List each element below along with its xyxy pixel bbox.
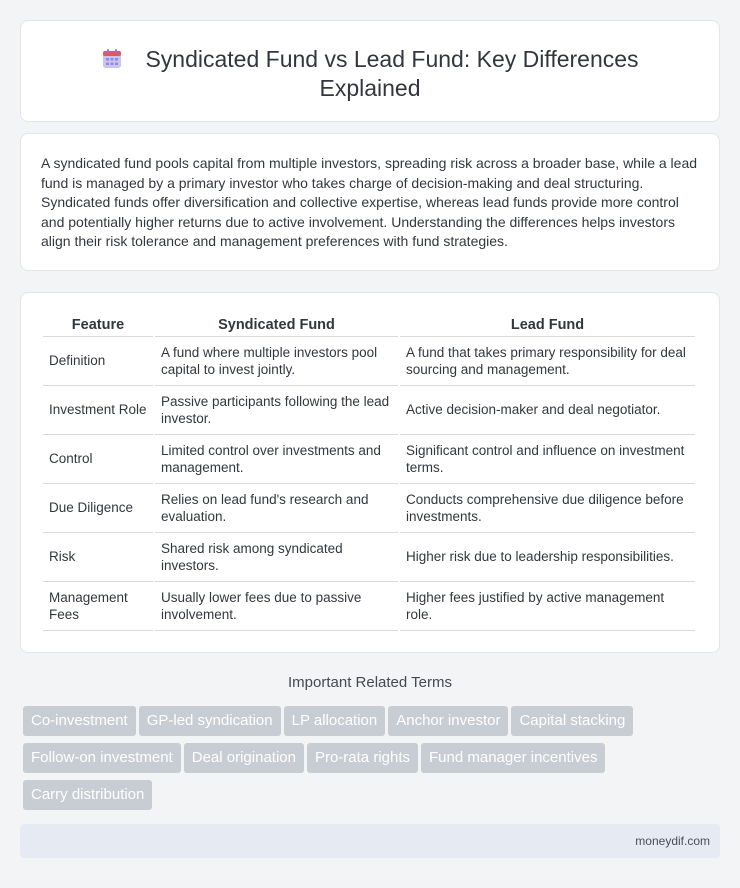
footer-site-link[interactable]: moneydif.com [635,834,710,848]
title-card [20,20,720,122]
table-row [43,484,695,533]
lead-cell: Conducts comprehensive due diligence before investments. [400,484,695,533]
table-row [43,435,695,484]
lead-cell: Significant control and influence on investment terms. [400,435,695,484]
table-row [43,386,695,435]
footer [20,824,720,858]
tag-lp-allocation[interactable]: LP allocation [284,706,386,736]
tag-co-investment[interactable]: Co-investment [23,706,136,736]
related-terms-list [23,706,723,817]
syndicated-cell: A fund where multiple investors pool capital to invest jointly. [155,337,398,386]
table-header-row [43,315,695,337]
tag-gp-led-syndication[interactable]: GP-led syndication [139,706,281,736]
syndicated-cell: Limited control over investments and management. [155,435,398,484]
tag-carry-distribution[interactable]: Carry distribution [23,780,152,810]
tag-deal-origination[interactable]: Deal origination [184,743,304,773]
comparison-card [20,292,720,653]
tag-capital-stacking[interactable]: Capital stacking [511,706,633,736]
table-row [43,337,695,386]
feature-cell: Investment Role [43,386,153,435]
tag-follow-on-investment[interactable]: Follow-on investment [23,743,181,773]
header-syndicated-fund: Syndicated Fund [155,315,398,337]
calendar-icon [101,48,123,70]
feature-cell: Due Diligence [43,484,153,533]
lead-cell: A fund that takes primary responsibility for deal sourcing and management. [400,337,695,386]
page-title [21,45,719,103]
intro-paragraph: A syndicated fund pools capital from multiple investors, spreading risk across a broader base, while a lead fund is managed by a primary investor who takes charge of decision-making and deal structuring. Syndicated funds offer diversification and collective expertise, whereas lead funds provide more control and potentially higher returns due to active involvement. Understanding the differences helps investors align their risk tolerance and management preferences with fund strategies. [41,155,698,249]
comparison-table [41,315,697,631]
feature-cell: Management Fees [43,582,153,631]
intro-card [20,133,720,271]
table-row [43,582,695,631]
syndicated-cell: Passive participants following the lead investor. [155,386,398,435]
feature-cell: Definition [43,337,153,386]
header-lead-fund: Lead Fund [400,315,695,337]
table-row [43,533,695,582]
feature-cell: Control [43,435,153,484]
header-feature: Feature [43,315,153,337]
tag-pro-rata-rights[interactable]: Pro-rata rights [307,743,418,773]
title-line-2: Explained [319,75,421,101]
related-terms-title: Important Related Terms [288,674,452,691]
syndicated-cell: Relies on lead fund's research and evaluation. [155,484,398,533]
lead-cell: Higher fees justified by active management role. [400,582,695,631]
tag-fund-manager-incentives[interactable]: Fund manager incentives [421,743,605,773]
title-line-1: Syndicated Fund vs Lead Fund: Key Differences [145,46,639,72]
lead-cell: Active decision-maker and deal negotiator. [400,386,695,435]
syndicated-cell: Shared risk among syndicated investors. [155,533,398,582]
syndicated-cell: Usually lower fees due to passive involvement. [155,582,398,631]
feature-cell: Risk [43,533,153,582]
lead-cell: Higher risk due to leadership responsibilities. [400,533,695,582]
tag-anchor-investor[interactable]: Anchor investor [388,706,508,736]
